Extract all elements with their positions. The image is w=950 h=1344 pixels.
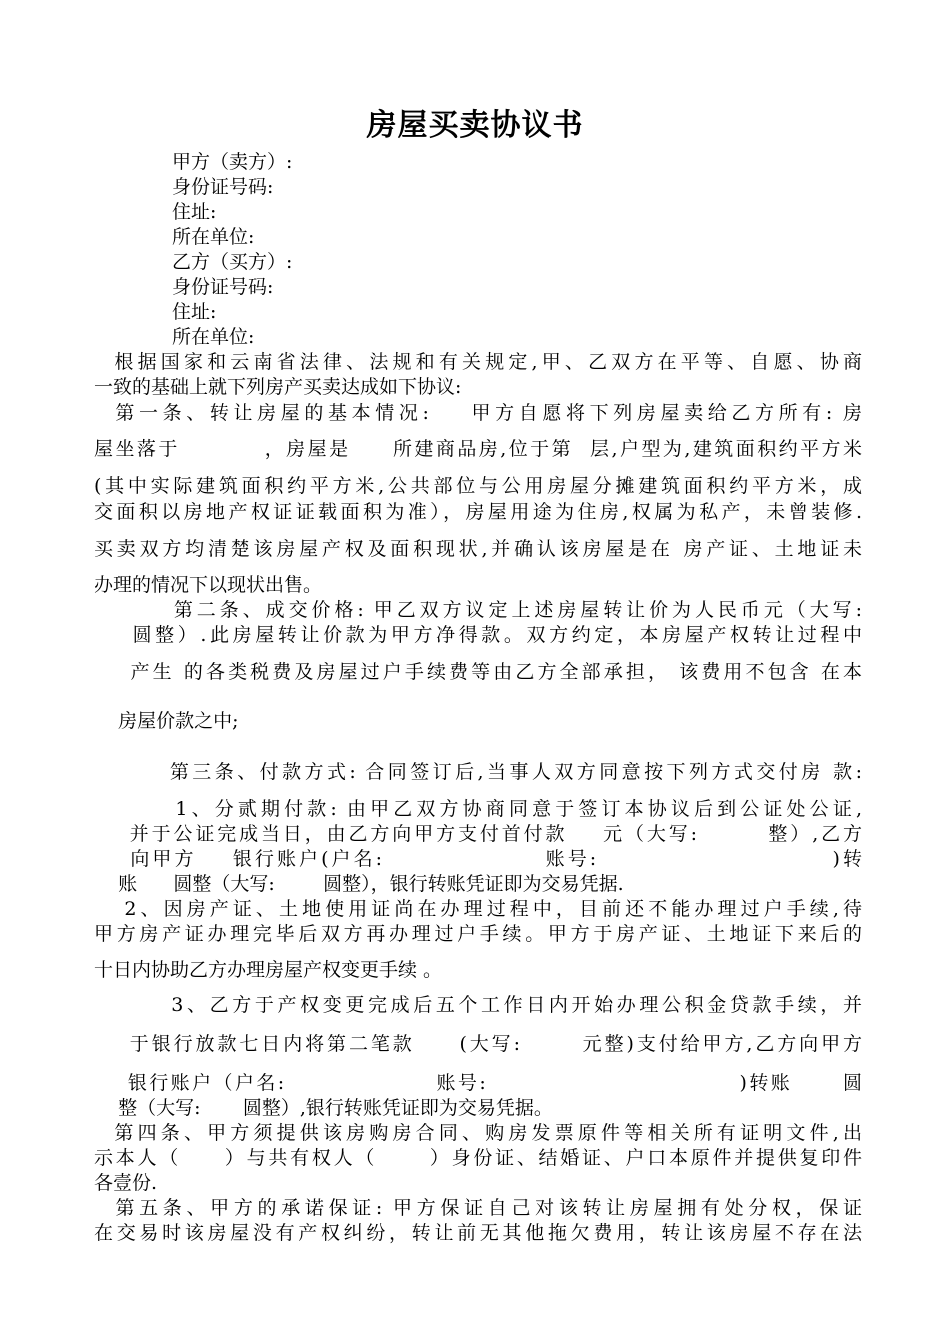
- article-1-line: (其中实际建筑面积约平方米,公共部位与公用房屋分摊建筑面积约平方米，成: [94, 475, 862, 497]
- article-1-line: 买卖双方均清楚该房屋产权及面积现状,并确认该房屋是在 房产证、土地证未: [94, 538, 862, 560]
- article-5-line: 在交易时该房屋没有产权纠纷，转让前无其他拖欠费用，转让该房屋不存在法: [94, 1222, 862, 1244]
- preamble-line: 根据国家和云南省法律、法规和有关规定,甲、乙双方在平等、自愿、协商: [94, 351, 862, 373]
- article-1-line: 办理的情况下以现状出售。: [94, 574, 323, 596]
- article-3-line: 银行账户（户名: 账号: )转账 圆: [94, 1072, 862, 1094]
- party-a-employer-label: 所在单位:: [172, 226, 255, 248]
- article-1-line: 交面积以房地产权证证载面积为准），房屋用途为住房,权属为私产，未曾装修.: [94, 501, 862, 523]
- party-a-id-label: 身份证号码:: [172, 176, 274, 198]
- party-b-employer-label: 所在单位:: [172, 326, 255, 348]
- party-a-address-label: 住址:: [172, 201, 217, 223]
- article-3-line: 第三条、付款方式: 合同签订后,当事人双方同意按下列方式交付房 款:: [94, 761, 862, 783]
- article-3-line: 向甲方 银行账户(户名: 账号: )转: [94, 848, 862, 870]
- article-1-line: 第一条、转让房屋的基本情况: 甲方自愿将下列房屋卖给乙方所有: 房: [94, 402, 862, 424]
- article-2-line: 产生 的各类税费及房屋过户手续费等由乙方全部承担， 该费用不包含 在本: [94, 661, 862, 683]
- article-3-line: 并于公证完成当日，由乙方向甲方支付首付款 元（大写: 整）,乙方: [94, 823, 862, 845]
- article-2-line: 房屋价款之中;: [94, 710, 239, 732]
- article-3-line: 整（大写: 圆整）,银行转账凭证即为交易凭据。: [94, 1097, 553, 1119]
- article-3-line: 于银行放款七日内将第二笔款 (大写: 元整)支付给甲方,乙方向甲方: [94, 1033, 862, 1055]
- party-b-label: 乙方（买方）:: [172, 251, 293, 273]
- article-3-line: 2、因房产证、土地使用证尚在办理过程中，目前还不能办理过户手续,待: [94, 898, 862, 920]
- document-title: 房屋买卖协议书: [366, 108, 584, 143]
- article-3-line: 十日内协助乙方办理房屋产权变更手续 。: [94, 959, 443, 981]
- article-4-line: 各壹份.: [94, 1172, 158, 1194]
- article-1-line: 屋坐落于 ，房屋是 所建商品房,位于第 层,户型为,建筑面积约平方米: [94, 438, 862, 460]
- article-3-line: 3、乙方于产权变更完成后五个工作日内开始办理公积金贷款手续，并: [94, 994, 862, 1016]
- preamble-line: 一致的基础上就下列房产买卖达成如下协议:: [94, 376, 462, 398]
- article-2-line: 圆整）.此房屋转让价款为甲方净得款。双方约定，本房屋产权转让过程中: [94, 624, 862, 646]
- article-2-line: 第二条、成交价格: 甲乙双方议定上述房屋转让价为人民币元（大写:: [94, 599, 862, 621]
- article-4-line: 示本人（ ）与共有权人（ ）身份证、结婚证、户口本原件并提供复印件: [94, 1147, 862, 1169]
- party-a-label: 甲方（卖方）:: [172, 151, 293, 173]
- article-3-line: 账 圆整（大写: 圆整），银行转账凭证即为交易凭据.: [94, 873, 624, 895]
- party-b-id-label: 身份证号码:: [172, 276, 274, 298]
- article-5-line: 第五条、甲方的承诺保证: 甲方保证自己对该转让房屋拥有处分权，保证: [94, 1197, 862, 1219]
- article-3-line: 1、分贰期付款: 由甲乙双方协商同意于签订本协议后到公证处公证,: [94, 798, 862, 820]
- article-3-line: 甲方房产证办理完毕后双方再办理过户手续。甲方于房产证、土地证下来后的: [94, 923, 862, 945]
- article-4-line: 第四条、甲方须提供该房购房合同、购房发票原件等相关所有证明文件,出: [94, 1122, 862, 1144]
- party-b-address-label: 住址:: [172, 301, 217, 323]
